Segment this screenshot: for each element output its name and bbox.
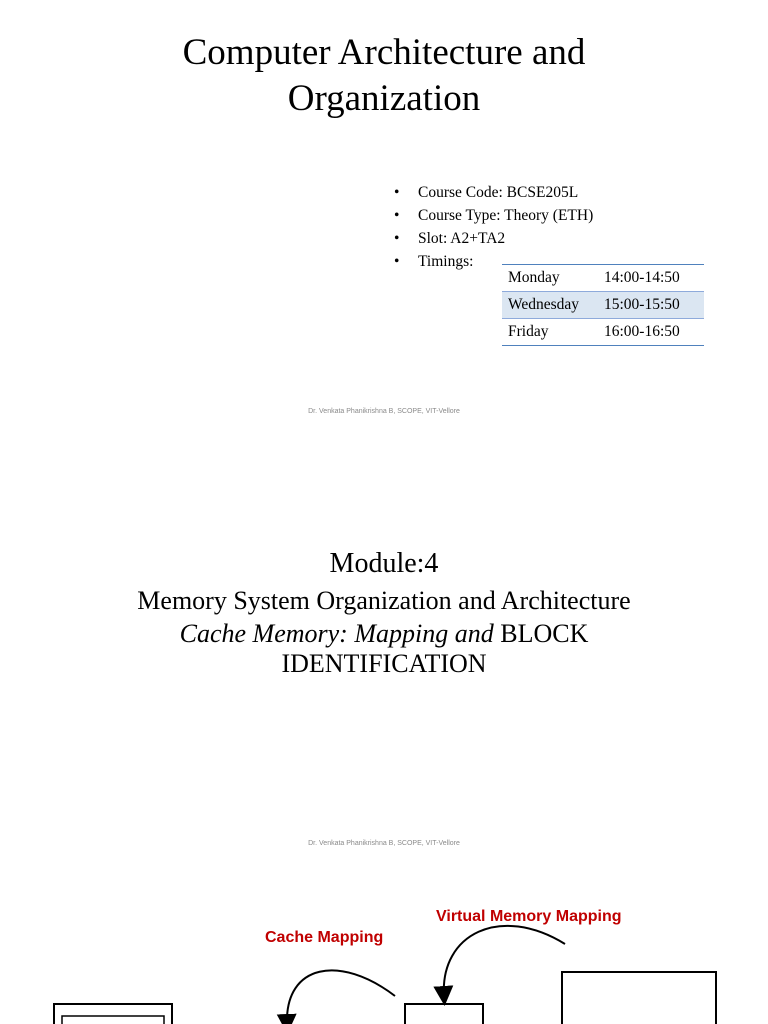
slide-mapping-diagram <box>0 864 768 1024</box>
course-title <box>0 30 768 122</box>
module-topic-line2: IDENTIFICATION <box>281 649 487 678</box>
slot-item: • Slot: A2+TA2 <box>394 227 593 250</box>
slide-module-title <box>0 432 768 864</box>
table-row <box>502 292 704 319</box>
module-topic-italic: Cache Memory: Mapping and <box>179 619 494 648</box>
module-subtitle: Memory System Organization and Architecture <box>137 586 631 615</box>
course-info-list <box>394 181 593 273</box>
day-cell: Monday <box>502 265 598 292</box>
register-box <box>54 1004 172 1024</box>
module-topic-block: BLOCK <box>493 619 589 648</box>
course-type-item: • Course Type: Theory (ETH) <box>394 204 593 227</box>
slide-footer: Dr. Venkata Phanikrishna B, SCOPE, VIT-Vellore <box>308 408 460 415</box>
timings-table <box>502 264 704 346</box>
day-cell: Wednesday <box>502 292 598 319</box>
table-row <box>502 319 704 346</box>
course-code-item: • Course Code: BCSE205L <box>394 181 593 204</box>
cache-box <box>405 1004 483 1024</box>
slide-footer: Dr. Venkata Phanikrishna B, SCOPE, VIT-Vellore <box>308 840 460 847</box>
course-title-line2: Organization <box>287 78 481 119</box>
main-memory-box <box>562 972 716 1024</box>
virtual-memory-mapping-label: Virtual Memory Mapping <box>436 908 622 925</box>
virtual-memory-mapping-arrow <box>444 926 565 996</box>
module-topic-line1 <box>0 619 768 649</box>
time-cell: 15:00-15:50 <box>598 292 704 319</box>
course-title-line1: Computer Architecture and <box>182 32 586 73</box>
module-number: Module:4 <box>329 548 439 579</box>
slide-course-title <box>0 0 768 432</box>
cache-mapping-label: Cache Mapping <box>265 929 384 946</box>
time-cell: 16:00-16:50 <box>598 319 704 346</box>
register-inner-box <box>62 1016 164 1024</box>
day-cell: Friday <box>502 319 598 346</box>
timings-item: • Timings: <box>394 250 593 273</box>
mapping-diagram <box>0 864 768 1024</box>
table-row <box>502 265 704 292</box>
module-heading <box>0 545 768 679</box>
cache-mapping-arrow <box>287 970 395 1024</box>
time-cell: 14:00-14:50 <box>598 265 704 292</box>
